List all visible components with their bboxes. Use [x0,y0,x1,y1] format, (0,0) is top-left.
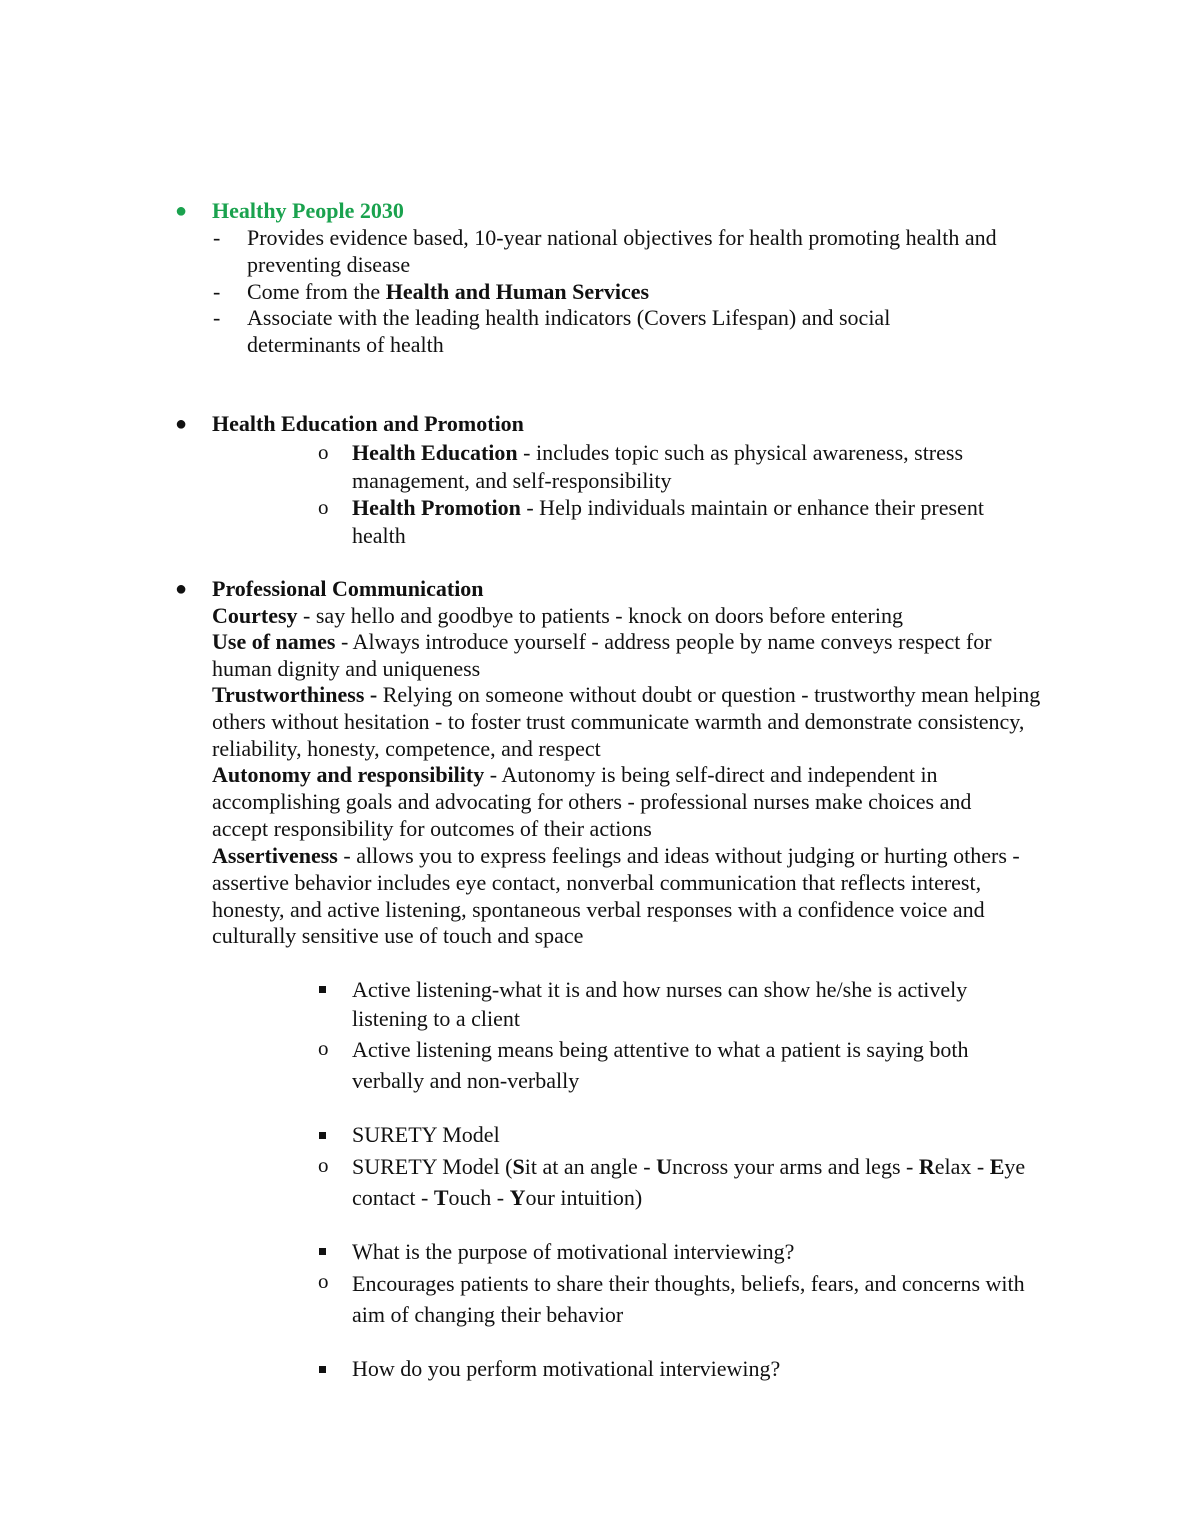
square-bullet-icon [319,1366,326,1373]
term: Courtesy [212,603,298,628]
circle-bullet-icon: o [318,1269,329,1293]
section-heading-professional-communication: Professional Communication [212,576,484,601]
list-item: Provides evidence based, 10-year national objectives for health promoting health and preventing disease [247,225,997,277]
answer-item: Active listening means being attentive to what a patient is saying both verbally and non-verbally [352,1037,969,1093]
answer-text: ouch - [448,1184,510,1210]
definition: - Always introduce yourself - address people by name conveys respect for human dignity and uniqueness [212,629,992,681]
question-item: How do you perform motivational interviewing? [352,1356,781,1381]
separator: - [364,682,383,707]
term: Trustworthiness [212,682,365,707]
dash-icon: - [213,279,221,304]
list-item [352,439,1032,494]
circle-bullet-icon: o [318,440,329,464]
list-item [247,279,649,306]
list-item-text: Come from the [247,279,386,304]
acronym-letter: E [989,1154,1005,1179]
acronym-letter: U [656,1154,672,1179]
definition: Relying on someone without doubt or question - trustworthy mean helping others without hesitation - to foster trust communicate warmth and demonstrate consistency, reliability, honesty, competence, and respect [212,682,1041,761]
answer-text: our intuition) [525,1184,643,1210]
section-heading-health-education: Health Education and Promotion [212,411,524,436]
list-item: Associate with the leading health indicators (Covers Lifespan) and social determinants of health [247,305,891,357]
answer-text: SURETY Model ( [352,1154,513,1179]
term: Health Education [352,440,518,465]
answer-item: Encourages patients to share their thoughts, beliefs, fears, and concerns with aim of changing their behavior [352,1271,1025,1327]
definition-paragraph [212,843,1042,950]
dash-icon: - [213,305,221,330]
bullet-dot-icon: ● [175,413,188,435]
term: Autonomy and responsibility [212,762,485,787]
definition-paragraph [212,603,1052,630]
definition: - Autonomy is being self-direct and independent in accomplishing goals and advocating for others - professional nurses make choices and accept responsibility for outcomes of their actions [212,762,972,841]
answer-item [352,1152,1042,1213]
answer-text: elax - [934,1154,990,1179]
bullet-dot-icon: ● [175,578,188,600]
circle-bullet-icon: o [318,1036,329,1060]
list-item [352,494,1042,549]
acronym-letter: Y [509,1184,526,1210]
answer-text: it at an angle - [524,1154,657,1179]
square-bullet-icon [319,1248,326,1255]
circle-bullet-icon: o [318,1153,329,1177]
bullet-dot-icon: ● [175,200,188,222]
answer-text: ye contact - [352,1154,1026,1210]
term: Health Promotion [352,495,521,520]
acronym-letter: T [433,1184,449,1210]
acronym-letter: R [918,1154,935,1179]
square-bullet-icon [319,1132,326,1139]
section-heading-healthy-people: Healthy People 2030 [212,198,404,223]
question-item: What is the purpose of motivational interviewing? [352,1239,795,1264]
acronym-letter: S [512,1154,525,1179]
definition-paragraph [212,682,1042,762]
dash-icon: - [213,225,221,250]
definition: - includes topic such as physical awareness, stress management, and self-responsibility [352,440,964,493]
definition: - say hello and goodbye to patients - knock on doors before entering [297,603,903,628]
question-item: Active listening-what it is and how nurses can show he/she is actively listening to a client [352,977,968,1031]
question-item: SURETY Model [352,1122,500,1147]
definition-paragraph [212,762,1032,842]
term: Use of names [212,629,336,654]
definition: - Help individuals maintain or enhance their present health [352,495,984,548]
definition-paragraph [212,629,1042,683]
square-bullet-icon [319,986,326,993]
definition: - allows you to express feelings and ideas without judging or hurting others - assertive behavior includes eye contact, nonverbal communication that reflects interest, honesty, and active listening, spontaneous verbal responses with a confidence voice and culturally sensitive use of touch and space [212,843,1020,949]
circle-bullet-icon: o [318,495,329,519]
term: Assertiveness [212,843,338,868]
answer-text: ncross your arms and legs - [672,1154,919,1179]
list-item-bold: Health and Human Services [385,279,650,304]
